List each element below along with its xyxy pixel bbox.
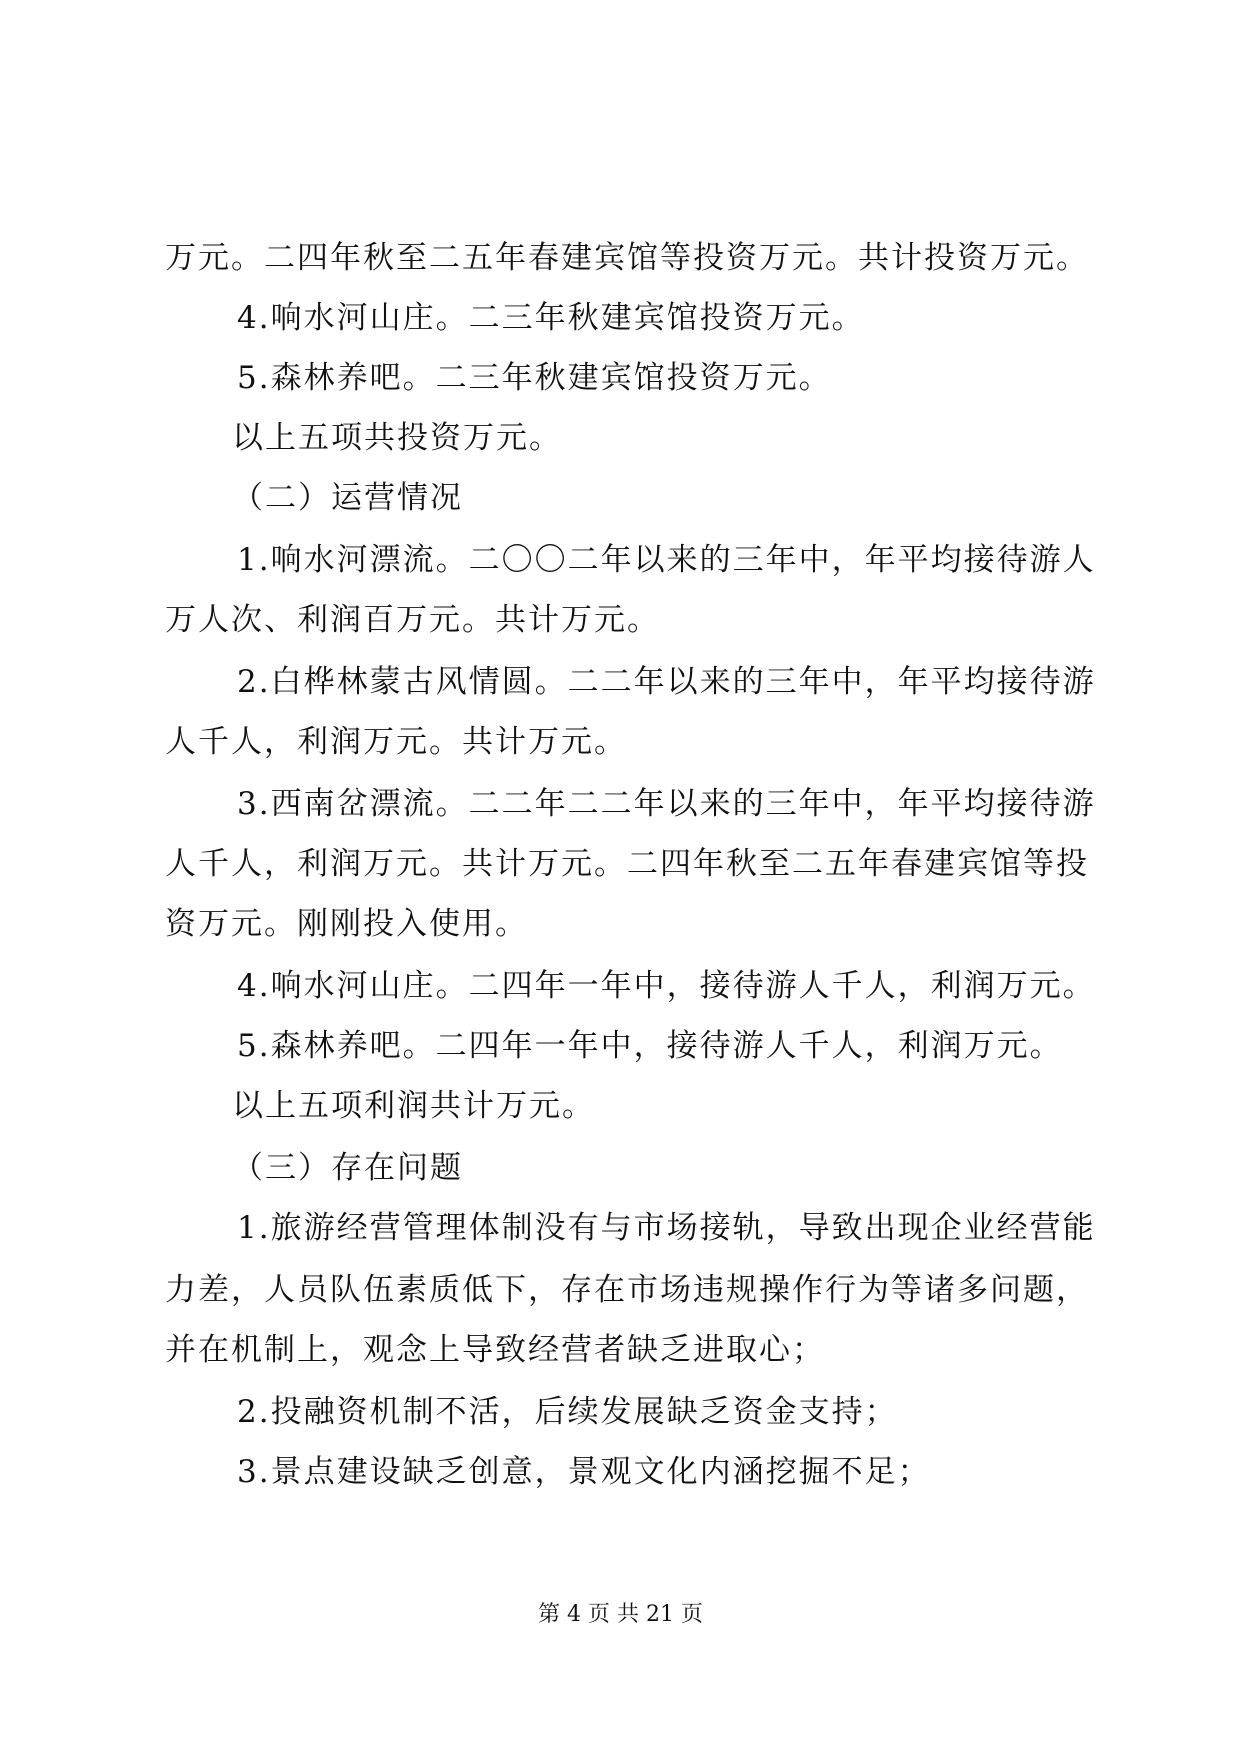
- section-heading-operations: （二）运营情况: [232, 480, 463, 516]
- text-line-2: 4.响水河山庄。二三年秋建宾馆投资万元。: [237, 300, 865, 336]
- text-line-3: 5.森林养吧。二三年秋建宾馆投资万元。: [237, 360, 832, 396]
- text-line-9: 人千人，利润万元。共计万元。: [165, 724, 627, 760]
- text-line-10: 3.西南岔漂流。二二年二二年以来的三年中，年平均接待游: [237, 786, 1096, 822]
- text-line-7: 万人次、利润百万元。共计万元。: [165, 602, 660, 638]
- text-line-12: 资万元。刚刚投入使用。: [165, 906, 528, 942]
- text-line-11: 人千人，利润万元。共计万元。二四年秋至二五年春建宾馆等投: [165, 846, 1089, 882]
- text-line-18: 力差，人员队伍素质低下，存在市场违规操作行为等诸多问题，: [165, 1272, 1089, 1308]
- text-line-1: 万元。二四年秋至二五年春建宾馆等投资万元。共计投资万元。: [165, 240, 1089, 276]
- text-line-17: 1.旅游经营管理体制没有与市场接轨，导致出现企业经营能: [237, 1210, 1096, 1246]
- text-line-14: 5.森林养吧。二四年一年中，接待游人千人，利润万元。: [237, 1028, 1063, 1064]
- text-line-4: 以上五项共投资万元。: [232, 420, 562, 456]
- section-heading-problems: （三）存在问题: [232, 1150, 463, 1186]
- text-line-13: 4.响水河山庄。二四年一年中，接待游人千人，利润万元。: [237, 968, 1096, 1004]
- page-number-footer: 第 4 页 共 21 页: [538, 1602, 703, 1627]
- text-line-19: 并在机制上，观念上导致经营者缺乏进取心；: [165, 1332, 825, 1368]
- text-line-15: 以上五项利润共计万元。: [232, 1088, 595, 1124]
- text-line-20: 2.投融资机制不活，后续发展缺乏资金支持；: [237, 1394, 898, 1430]
- text-line-21: 3.景点建设缺乏创意，景观文化内涵挖掘不足；: [237, 1454, 931, 1490]
- text-line-6: 1.响水河漂流。二〇〇二年以来的三年中，年平均接待游人: [237, 542, 1096, 578]
- text-line-8: 2.白桦林蒙古风情圆。二二年以来的三年中，年平均接待游: [237, 664, 1096, 700]
